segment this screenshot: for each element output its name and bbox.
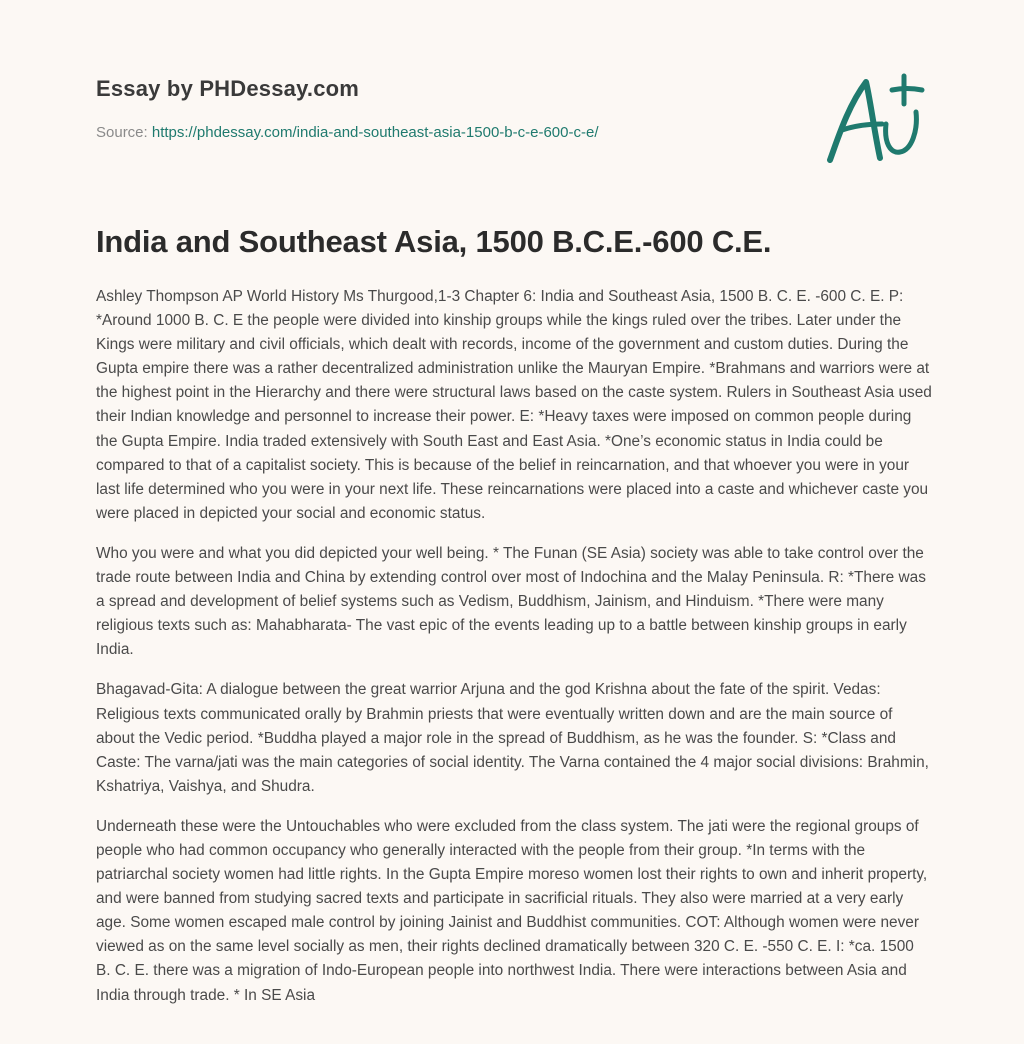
essay-title: India and Southeast Asia, 1500 B.C.E.-600 C.E. [96,224,772,259]
source-label: Source: [96,124,152,141]
source-link[interactable]: https://phdessay.com/india-and-southeast-asia-1500-b-c-e-600-c-e/ [151,124,599,141]
essay-paragraph: Bhagavad-Gita: A dialogue between the great warrior Arjuna and the god Krishna about the fate of the spirit. Vedas: Religious texts communicated orally by Brahmin priests that were eventually written down and are the main source of about the Vedic period. *Buddha played a major role in the spread of Buddhism, as he was the founder. S: *Class and Caste: The varna/jati was the main categories of social identity. The Varna contained the 4 major social divisions: Brahmin, Kshatriya, Vaishya, and Shudra. [96,681,929,795]
essay-paragraph: Ashley Thompson AP World History Ms Thurgood,1-3 Chapter 6: India and Southeast Asia, 1500 B. C. E. -600 C. E. P: *Around 1000 B. C. E the people were divided into kinship groups while the kings ruled over the tribes. Later under the Kings were military and civil officials, which dealt with records, income of the government and custom duties. During the Gupta empire there was a rather decentralized administration unlike the Mauryan Empire. *Brahmans and warriors were at the highest point in the Hierarchy and there were structural laws based on the caste system. Rulers in Southeast Asia used their Indian knowledge and personnel to increase their power. E: *Heavy taxes were imposed on common people during the Gupta Empire. India traded extensively with South East and East Asia. *One’s economic status in India could be compared to that of a capitalist society. This is because of the belief in reincarnation, and that whoever you were in your last life determined who you were in your next life. These reincarnations were placed into a caste and whichever caste you were placed in depicted your social and economic status. [96,288,932,522]
site-brand: Essay by PHDessay.com [96,76,360,101]
a-plus-logo-icon [820,68,930,168]
essay-body [96,285,932,1024]
essay-paragraph: Who you were and what you did depicted your well being. * The Funan (SE Asia) society was able to take control over the trade route between India and China by extending control over most of Indochina and the Malay Peninsula. R: *There was a spread and development of belief systems such as Vedism, Buddhism, Jainism, and Hinduism. *There were many religious texts such as: Mahabharata- The vast epic of the events leading up to a battle between kinship groups in early India. [96,544,926,659]
essay-paragraph: Underneath these were the Untouchables who were excluded from the class system. The jati were the regional groups of people who had common occupancy who generally interacted with the people from their group. *In terms with the patriarchal society women had little rights. In the Gupta Empire moreso women lost their rights to own and inherit property, and were banned from studying sacred texts and participate in sacrificial rituals. They also were married at a very early age. Some women escaped male control by joining Jainist and Buddhist communities. COT: Although women were never viewed as on the same level socially as men, their rights declined dramatically between 320 C. E. -550 C. E. I: *ca. 1500 B. C. E. there was a migration of Indo-European people into northwest India. There were interactions between Asia and India through trade. * In SE Asia [96,817,928,1004]
source-line [96,124,599,141]
